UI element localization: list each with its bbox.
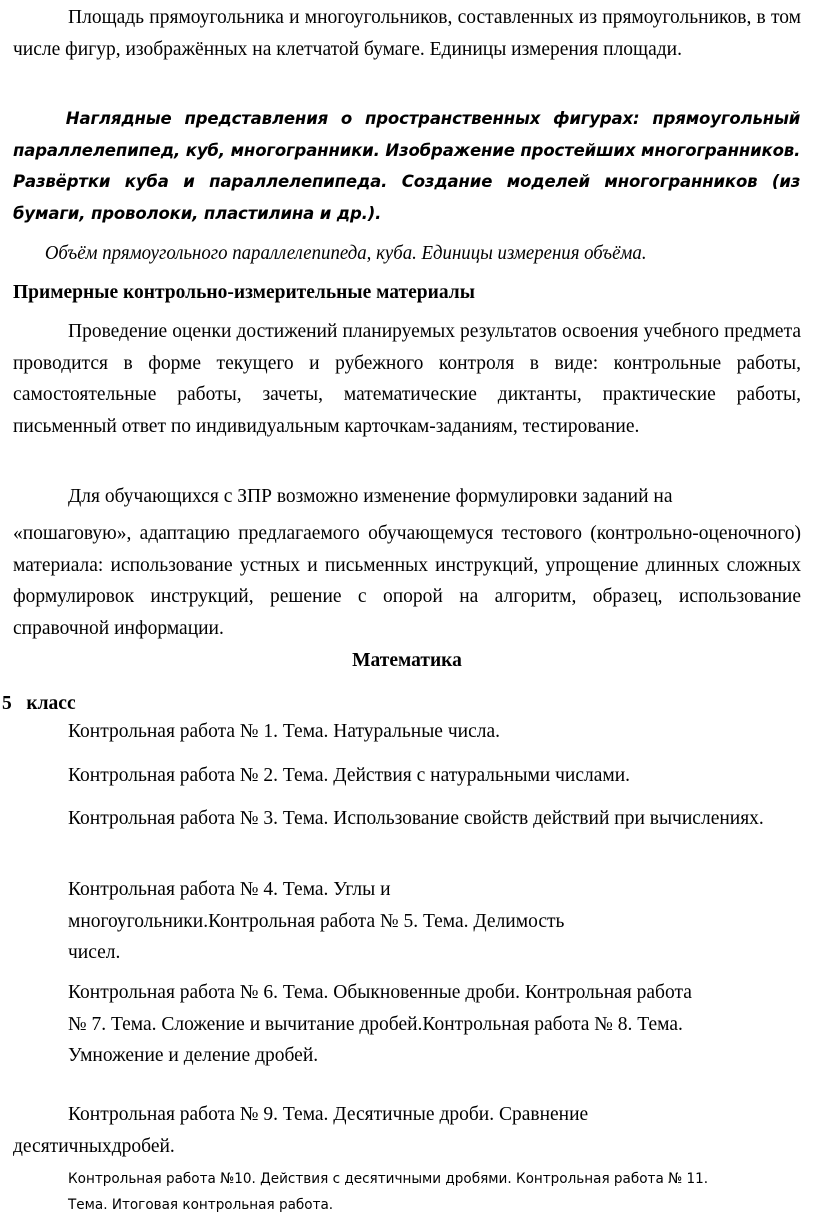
heading-subject-mathematics: Математика	[352, 650, 462, 671]
paragraph-spatial-figures: Наглядные представления о пространственных фигурах: прямоугольный параллелепипед, куб, многогранники. Изображение простейших многогранников. Развёртки куба и параллелепипеда. Создание моделей многогранников (из бумаги, проволоки, пластилина и др.).	[13, 109, 801, 224]
list-item-test-4-5: Контрольная работа № 4. Тема. Углы и многоугольники.Контрольная работа № 5. Тема. Делимость чисел.	[68, 879, 565, 963]
paragraph-assessment-forms: Проведение оценки достижений планируемых результатов освоения учебного предмета проводится в форме текущего и рубежного контроля в виде: контрольные работы, самостоятельные работы, зачеты, математические диктанты, практические работы, письменный ответ по индивидуальным карточкам-заданиям, тестирование.	[13, 321, 801, 437]
paragraph-zpr-adaptations: «пошаговую», адаптацию предлагаемого обучающемуся тестового (контрольно-оценочного) материала: использование устных и письменных инструкций, упрощение длинных сложных формулировок инструкций, решение с опорой на алгоритм, образец, использование справочной информации.	[13, 523, 801, 639]
paragraph-volume-units: Объём прямоугольного параллелепипеда, куба. Единицы измерения объёма.	[44, 243, 647, 264]
list-item-test-6-8: Контрольная работа № 6. Тема. Обыкновенные дроби. Контрольная работа № 7. Тема. Сложение и вычитание дробей.Контрольная работа № 8. Тема. Умножение и деление дробей.	[68, 982, 692, 1066]
list-item-test-1: Контрольная работа № 1. Тема. Натуральные числа.	[68, 721, 500, 742]
list-item-test-3: Контрольная работа № 3. Тема. Использование свойств действий при вычислениях.	[68, 808, 764, 829]
list-item-test-10-11: Контрольная работа №10. Действия с десятичными дробями. Контрольная работа № 11. Тема. Итоговая контрольная работа.	[68, 1170, 709, 1213]
list-item-test-2: Контрольная работа № 2. Тема. Действия с натуральными числами.	[68, 765, 631, 786]
paragraph-area-units: Площадь прямоугольника и многоугольников, составленных из прямоугольников, в том числе фигур, изображённых на клетчатой бумаге. Единицы измерения площади.	[13, 7, 801, 60]
paragraph-zpr-intro: Для обучающихся с ЗПР возможно изменение формулировки заданий на	[68, 486, 673, 507]
heading-assessment-materials: Примерные контрольно-измерительные материалы	[13, 282, 475, 303]
heading-grade-5: 5 класс	[2, 693, 76, 714]
list-item-test-9: Контрольная работа № 9. Тема. Десятичные дроби. Сравнение десятичныхдробей.	[13, 1104, 589, 1157]
